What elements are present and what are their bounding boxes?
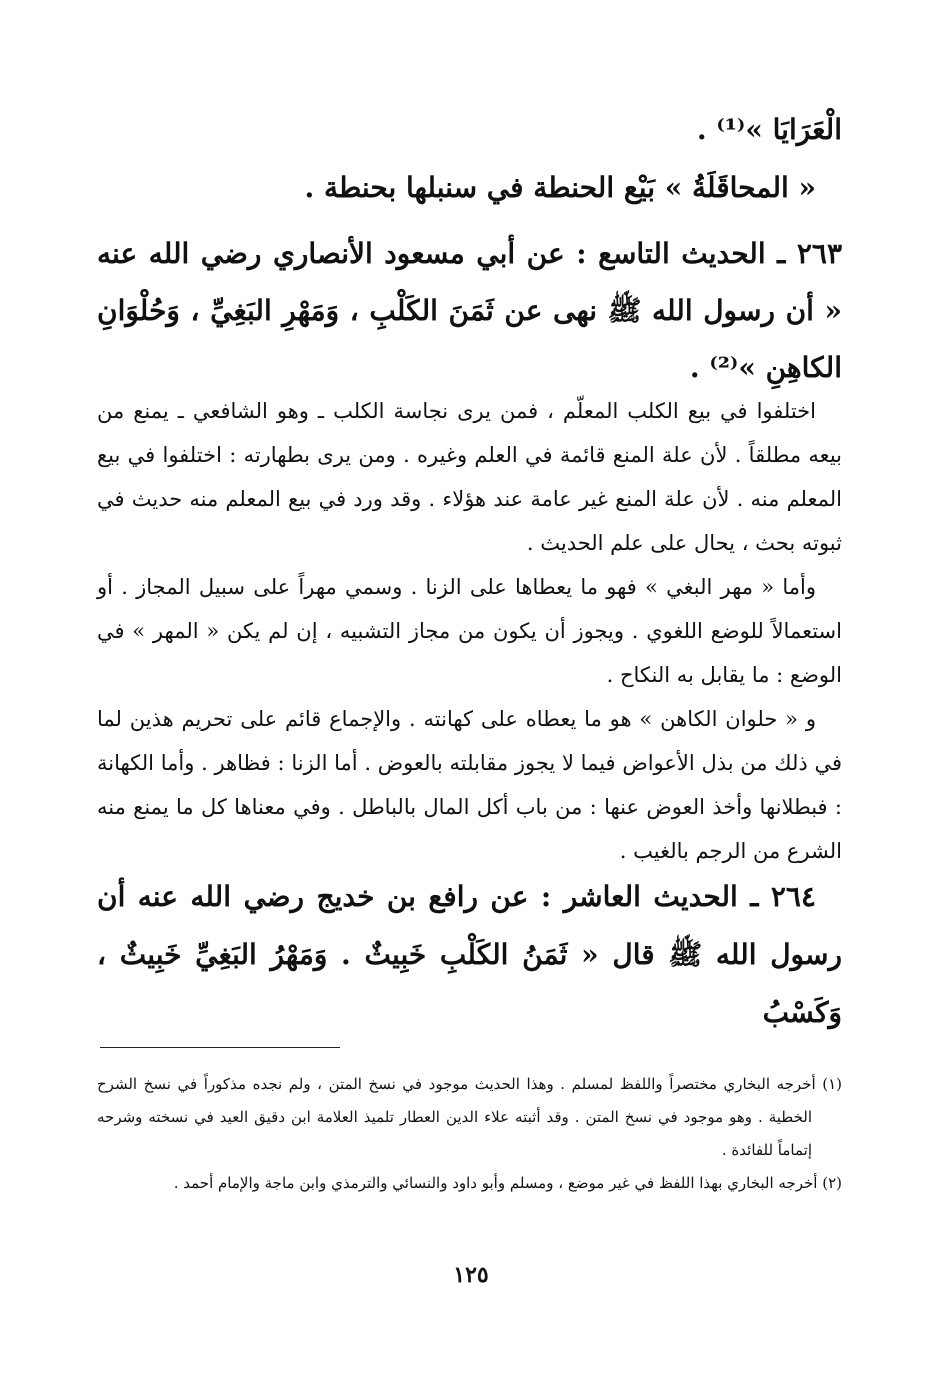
intro-block (97, 101, 842, 217)
footnotes-block (97, 1068, 842, 1200)
commentary-block (97, 389, 842, 873)
commentary-paragraph-1: اختلفوا في بيع الكلب المعلّم ، فمن يرى نجاسة الكلب ـ وهو الشافعي ـ يمنع من بيعه مطلقاً . لأن علة المنع قائمة في العلم وغيره . ومن يرى بطهارته : اختلفوا في بيع المعلم منه . لأن علة المنع غير عامة عند هؤلاء . وقد ورد في بيع المعلم منه حديث في ثبوته بحث ، يحال على علم الحديث . (97, 399, 842, 555)
hadith-264 (97, 868, 842, 1042)
footnote-2: (٢) أخرجه البخاري بهذا اللفظ في غير موضع ، ومسلم وأبو داود والنسائي والترمذي وابن ماجة والإمام أحمد . (173, 1174, 842, 1192)
hadith-263 (97, 225, 842, 396)
intro-line-1: الْعَرَايَا »⁽¹⁾ . (696, 113, 842, 146)
commentary-paragraph-2: وأما « مهر البغي » فهو ما يعطاها على الزنا . وسمي مهراً على سبيل المجاز . أو استعمالاً للوضع اللغوي . ويجوز أن يكون من مجاز التشبيه ، إن لم يكن « المهر » في الوضع : ما يقابل به النكاح . (97, 575, 842, 687)
page-number: ١٢٥ (453, 1262, 489, 1288)
footnote-1: (١) أخرجه البخاري مختصراً واللفظ لمسلم . وهذا الحديث موجود في نسخ المتن ، ولم نجده مذكوراً في نسخ الشرح الخطية . وهو موجود في نسخ المتن . وقد أثبته علاء الدين العطار تلميذ العلامة ابن دقيق العيد في نسخته وشرحه إتماماً للفائدة . (97, 1075, 842, 1159)
hadith-263-text: ٢٦٣ ـ الحديث التاسع : عن أبي مسعود الأنصاري رضي الله عنه « أن رسول الله ﷺ نهى عن ثَمَنَ الكَلْبِ ، وَمَهْرِ البَغِيِّ ، وَحُلْوَانِ الكاهِنِ »⁽²⁾ . (97, 237, 843, 384)
hadith-264-text: ٢٦٤ ـ الحديث العاشر : عن رافع بن خديج رضي الله عنه أن رسول الله ﷺ قال « ثَمَنُ الكَلْبِ خَبِيثٌ . وَمَهْرُ البَغِيِّ خَبِيثٌ ، وَكَسْبُ (97, 880, 842, 1029)
footnote-divider (100, 1047, 340, 1048)
commentary-paragraph-3: و « حلوان الكاهن » هو ما يعطاه على كهانته . والإجماع قائم على تحريم هذين لما في ذلك من بذل الأعواض فيما لا يجوز مقابلته بالعوض . أما الزنا : فظاهر . وأما الكهانة : فبطلانها وأخذ العوض عنها : من باب أكل المال بالباطل . وفي معناها كل ما يمنع منه الشرع من الرجم بالغيب . (97, 707, 842, 863)
intro-line-2: « المحاقَلَةُ » بَيْع الحنطة في سنبلها بحنطة . (304, 171, 816, 204)
